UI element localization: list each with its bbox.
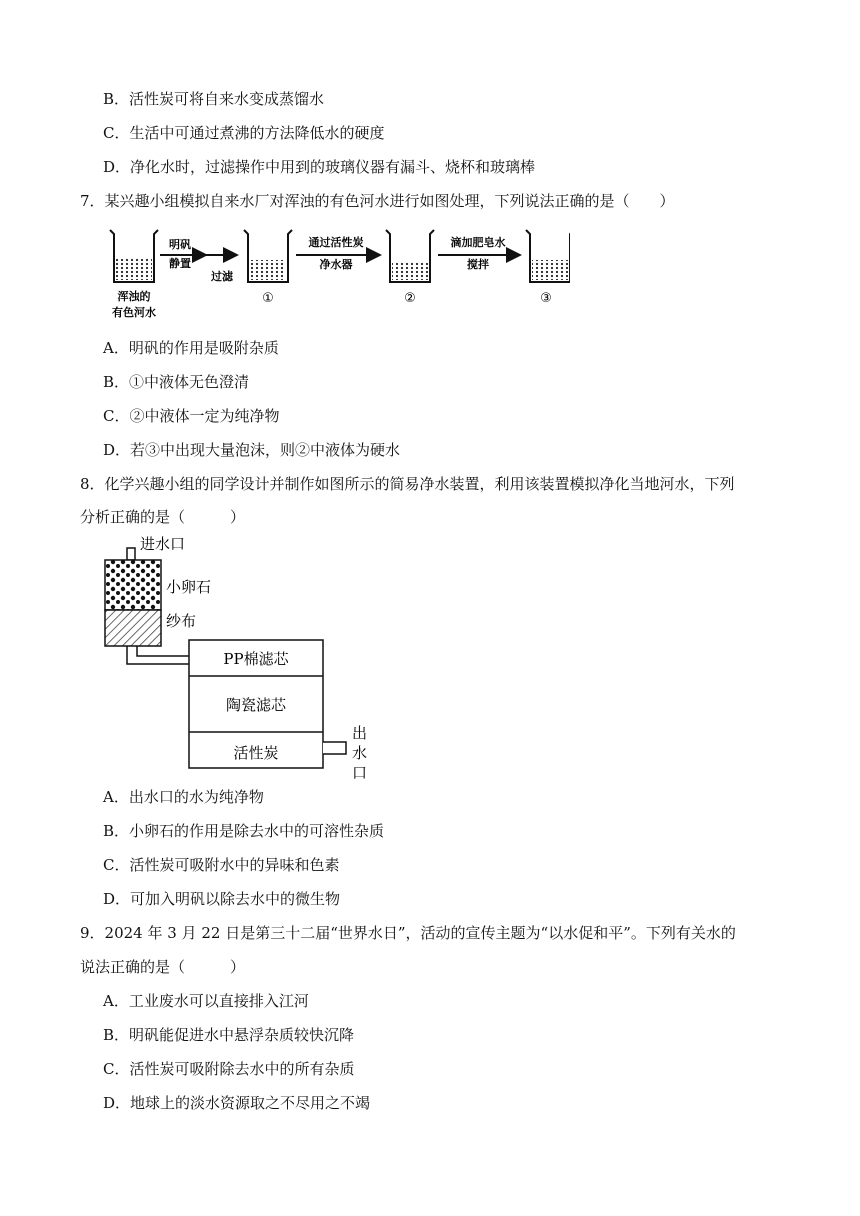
q7-option-d: D．若③中出现大量泡沫，则②中液体为硬水 bbox=[103, 441, 401, 459]
outlet-label-1: 出 bbox=[352, 724, 368, 742]
q8-stem-line2: 分析正确的是（ ） bbox=[80, 508, 246, 526]
step1-top-2: 静置 bbox=[169, 257, 191, 270]
outlet-label-2: 水 bbox=[352, 744, 368, 762]
step1-top-1: 明矾 bbox=[169, 238, 191, 251]
q6-option-b: B．活性炭可将自来水变成蒸馏水 bbox=[103, 90, 325, 108]
q9-option-b: B．明矾能促进水中悬浮杂质较快沉降 bbox=[103, 1026, 355, 1044]
source-beaker bbox=[110, 230, 158, 282]
pebble-layer bbox=[105, 560, 161, 610]
q9-stem-line1: 9．2024 年 3 月 22 日是第三十二届“世界水日”，活动的宣传主题为“以水促和平”。下列有关水的 bbox=[80, 924, 736, 942]
beaker-1 bbox=[244, 230, 292, 282]
connecting-pipe bbox=[127, 646, 189, 664]
q6-option-d: D．净化水时，过滤操作中用到的玻璃仪器有漏斗、烧杯和玻璃棒 bbox=[103, 158, 536, 176]
outlet-label-3: 口 bbox=[352, 764, 368, 780]
q8-option-b: B．小卵石的作用是除去水中的可溶性杂质 bbox=[103, 822, 385, 840]
step1-bottom: 过滤 bbox=[211, 270, 233, 283]
inlet-tube bbox=[127, 548, 135, 560]
step3-1: 滴加肥皂水 bbox=[450, 236, 506, 249]
gauze-label: 纱布 bbox=[166, 612, 197, 630]
source-label-1: 浑浊的 bbox=[117, 290, 151, 303]
q9-stem-line2: 说法正确的是（ ） bbox=[80, 958, 246, 976]
q8-stem-line1: 8．化学兴趣小组的同学设计并制作如图所示的简易净水装置，利用该装置模拟净化当地河水，下列 bbox=[80, 475, 735, 493]
source-label-2: 有色河水 bbox=[112, 306, 156, 319]
beaker-2-label: ② bbox=[404, 291, 416, 306]
gauze-layer bbox=[105, 610, 161, 646]
q9-option-c: C．活性炭可吸附除去水中的所有杂质 bbox=[103, 1060, 355, 1078]
beaker-1-label: ① bbox=[262, 291, 274, 306]
q8-option-d: D．可加入明矾以除去水中的微生物 bbox=[103, 890, 341, 908]
outlet-tube bbox=[323, 742, 346, 754]
step2-1: 通过活性炭 bbox=[308, 236, 364, 249]
step3-2: 搅拌 bbox=[467, 258, 489, 271]
q8-option-a: A．出水口的水为纯净物 bbox=[103, 788, 264, 806]
beaker-2 bbox=[386, 230, 434, 282]
q7-option-a: A．明矾的作用是吸附杂质 bbox=[103, 339, 279, 357]
inlet-label: 进水口 bbox=[140, 535, 186, 553]
carbon-label: 活性炭 bbox=[233, 744, 279, 762]
q8-option-c: C．活性炭可吸附水中的异味和色素 bbox=[103, 856, 340, 874]
q8-figure bbox=[100, 532, 390, 780]
q7-figure bbox=[100, 222, 570, 330]
q7-stem: 7．某兴趣小组模拟自来水厂对浑浊的有色河水进行如图处理，下列说法正确的是（ ） bbox=[80, 192, 675, 210]
beaker-3-label: ③ bbox=[540, 291, 552, 306]
ceramic-filter-label: 陶瓷滤芯 bbox=[225, 696, 287, 714]
q7-option-c: C．②中液体一定为纯净物 bbox=[103, 407, 280, 425]
pp-filter-label: PP棉滤芯 bbox=[223, 650, 289, 668]
pebble-label: 小卵石 bbox=[166, 578, 212, 596]
step2-2: 净水器 bbox=[319, 258, 353, 271]
q9-option-d: D．地球上的淡水资源取之不尽用之不竭 bbox=[103, 1094, 371, 1112]
q7-option-b: B．①中液体无色澄清 bbox=[103, 373, 250, 391]
q6-option-c: C．生活中可通过煮沸的方法降低水的硬度 bbox=[103, 124, 385, 142]
q9-option-a: A．工业废水可以直接排入江河 bbox=[103, 992, 309, 1010]
beaker-3 bbox=[526, 230, 570, 282]
